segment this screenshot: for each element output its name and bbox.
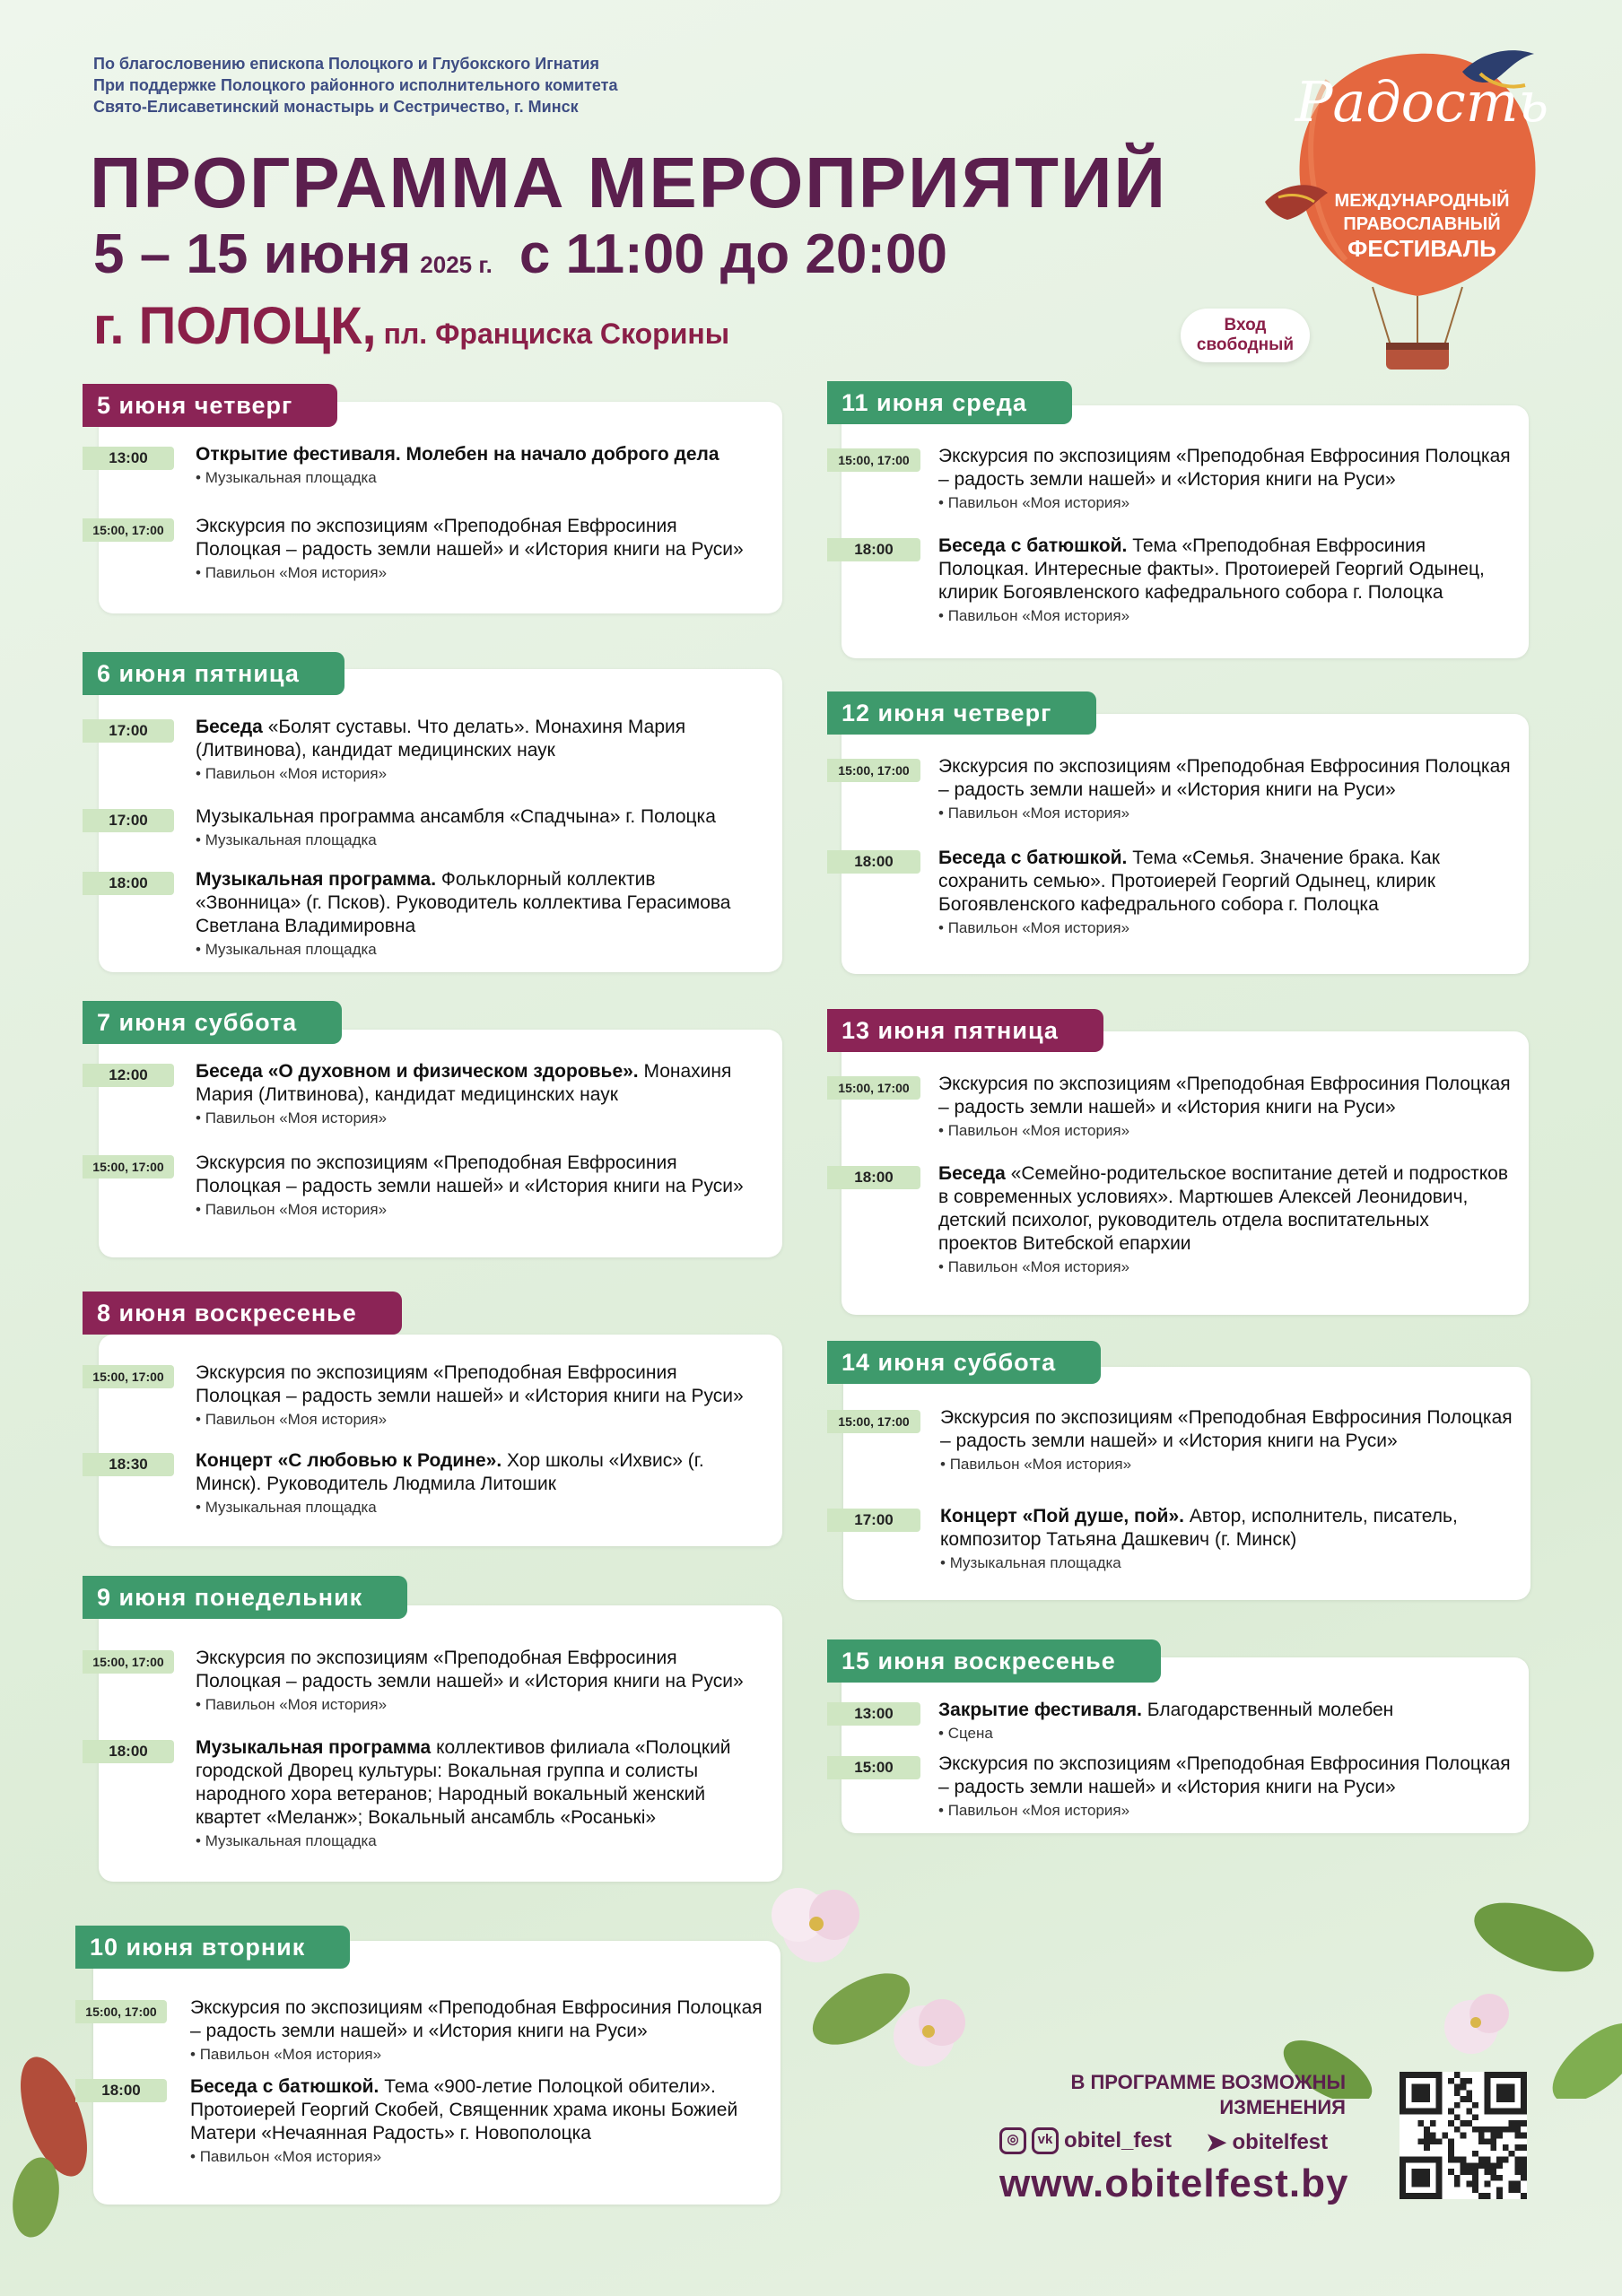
day-header: 15 июня воскресенье	[827, 1639, 1161, 1683]
event-time: 15:00, 17:00	[827, 1410, 920, 1433]
telegram-handle[interactable]: obitelfest	[1232, 2129, 1329, 2154]
event-location: • Павильон «Моя история»	[196, 762, 764, 786]
event-title: Концерт «С любовью к Родине».	[196, 1450, 502, 1471]
blessing-line: По благословению епископа Полоцкого и Глубокского Игнатия	[93, 55, 599, 73]
event-time: 13:00	[827, 1702, 920, 1726]
date-range: 5 – 15 июня	[93, 223, 412, 285]
free-entry-badge	[1181, 309, 1310, 362]
event-location: • Павильон «Моя история»	[938, 1119, 1511, 1143]
vk-handle[interactable]: obitel_fest	[1064, 2128, 1173, 2152]
day-header: 10 июня вторник	[75, 1926, 350, 1969]
event-time: 17:00	[827, 1509, 920, 1532]
event-time: 18:00	[75, 2079, 167, 2102]
event-text: Музыкальная программа ансамбля «Спадчына» г. Полоцка	[196, 806, 716, 827]
social-links	[999, 2127, 1172, 2154]
event-title: Беседа с батюшкой.	[190, 2076, 379, 2097]
event-title: Беседа	[196, 717, 263, 737]
event-text: Экскурсия по экспозициям «Преподобная Евфросиния Полоцкая – радость земли нашей» и «История книги на Руси»	[196, 516, 744, 560]
event-description	[938, 1699, 1511, 1745]
hours: с 11:00 до 20:00	[519, 223, 947, 285]
event-text: Хор школы «Ихвис» (г. Минск). Руководитель Людмила Литошик	[196, 1450, 704, 1494]
event-time: 18:00	[827, 538, 920, 561]
event-location: • Павильон «Моя история»	[190, 2043, 763, 2066]
event-time: 17:00	[83, 719, 174, 743]
event-description	[196, 1736, 764, 1853]
event-description	[940, 1505, 1513, 1575]
event-title: Концерт «Пой душе, пой».	[940, 1506, 1184, 1526]
day-header: 9 июня понедельник	[83, 1576, 407, 1619]
event-time: 15:00, 17:00	[827, 448, 920, 472]
event-description	[938, 755, 1511, 825]
logo-line1: МЕЖДУНАРОДНЫЙ	[1334, 191, 1510, 211]
event-location: • Павильон «Моя история»	[938, 604, 1511, 628]
instagram-icon[interactable]: ◎	[999, 2127, 1026, 2154]
event-description	[938, 445, 1511, 515]
venue	[93, 296, 729, 356]
event-description	[938, 1073, 1511, 1143]
event-text: Экскурсия по экспозициям «Преподобная Евфросиния Полоцкая – радость земли нашей» и «История книги на Руси»	[196, 1362, 744, 1406]
event-location: • Музыкальная площадка	[196, 1830, 764, 1853]
place: пл. Франциска Скорины	[383, 317, 730, 350]
event-location: • Музыкальная площадка	[196, 466, 764, 490]
event-text: Экскурсия по экспозициям «Преподобная Евфросиния Полоцкая – радость земли нашей» и «История книги на Руси»	[938, 756, 1511, 800]
event-location: • Павильон «Моя история»	[940, 1453, 1513, 1476]
event-time: 15:00, 17:00	[75, 2000, 167, 2023]
event-description	[940, 1406, 1513, 1476]
event-description	[938, 1162, 1511, 1279]
event-description	[196, 868, 764, 961]
day-header: 14 июня суббота	[827, 1341, 1101, 1384]
event-text: Экскурсия по экспозициям «Преподобная Евфросиния Полоцкая – радость земли нашей» и «История книги на Руси»	[190, 1997, 763, 2041]
event-text: коллективов филиала «Полоцкий городской Дворец культуры: Вокальная группа и солисты народного хора ветеранов; Народный вокальный женский квартет «Меланж»; Вокальный ансамбль «Росанькi»	[196, 1737, 731, 1828]
year: 2025 г.	[420, 251, 493, 278]
event-description	[190, 2075, 763, 2169]
event-description	[196, 716, 764, 786]
festival-dates	[93, 222, 947, 286]
event-title: Беседа «О духовном и физическом здоровье».	[196, 1061, 639, 1082]
event-text: Фольклорный коллектив «Звонница» (г. Псков). Руководитель коллектива Герасимова Светлана Владимировна	[196, 869, 731, 936]
leaf-decoration	[0, 2045, 108, 2242]
event-time: 18:00	[83, 1740, 174, 1763]
event-time: 15:00, 17:00	[827, 1076, 920, 1100]
event-text: Автор, исполнитель, писатель, композитор Татьяна Дашкевич (г. Минск)	[940, 1506, 1458, 1550]
event-description	[196, 1647, 764, 1717]
day-header: 13 июня пятница	[827, 1009, 1103, 1052]
event-location: • Павильон «Моя история»	[938, 802, 1511, 825]
event-location: • Павильон «Моя история»	[190, 2145, 763, 2169]
event-time: 15:00, 17:00	[83, 518, 174, 542]
support-line: При поддержке Полоцкого районного исполнительного комитета	[93, 76, 618, 94]
day-header: 11 июня среда	[827, 381, 1072, 424]
logo-line2: ПРАВОСЛАВНЫЙ	[1343, 214, 1501, 234]
event-location: • Сцена	[938, 1722, 1511, 1745]
event-text: «Семейно-родительское воспитание детей и подростков в современных условиях». Мартюшев Алексей Леонидович, детский психолог, руководитель отдела воспитательных проектов Витебской епархии	[938, 1163, 1509, 1254]
vk-icon[interactable]: vk	[1032, 2127, 1059, 2154]
event-text: Тема «Семья. Значение брака. Как сохранить семью». Протоиерей Георгий Одынец, клирик Богоявленского кафедрального собора г. Полоцка	[938, 848, 1440, 915]
event-text: Экскурсия по экспозициям «Преподобная Евфросиния Полоцкая – радость земли нашей» и «История книги на Руси»	[938, 1753, 1511, 1797]
event-time: 15:00, 17:00	[83, 1650, 174, 1674]
event-description	[196, 1449, 764, 1519]
event-time: 18:30	[83, 1453, 174, 1476]
event-text: Благодарственный молебен	[1141, 1700, 1394, 1720]
event-time: 13:00	[83, 447, 174, 470]
page-title: ПРОГРАММА МЕРОПРИЯТИЙ	[90, 143, 1168, 222]
event-time: 12:00	[83, 1064, 174, 1087]
event-title: Беседа с батюшкой.	[938, 535, 1128, 556]
event-title: Беседа с батюшкой.	[938, 848, 1128, 868]
event-location: • Павильон «Моя история»	[196, 1107, 764, 1130]
event-description	[196, 443, 764, 490]
event-time: 15:00, 17:00	[83, 1365, 174, 1388]
event-text: Экскурсия по экспозициям «Преподобная Евфросиния Полоцкая – радость земли нашей» и «История книги на Руси»	[940, 1407, 1513, 1451]
event-location: • Музыкальная площадка	[196, 1496, 764, 1519]
event-title: Музыкальная программа.	[196, 869, 437, 890]
event-text: «Болят суставы. Что делать». Монахиня Мария (Литвинова), кандидат медицинских наук	[196, 717, 686, 761]
entry-line2: свободный	[1196, 335, 1295, 354]
event-text: Тема «Преподобная Евфросиния Полоцкая. Интересные факты». Протоиерей Георгий Одынец, клирик Богоявленского кафедрального собора г. Полоцка	[938, 535, 1485, 603]
event-title: Беседа	[938, 1163, 1006, 1184]
telegram-icon[interactable]: ➤	[1206, 2128, 1227, 2156]
event-text: Монахиня Мария (Литвинова), кандидат медицинских наук	[196, 1061, 732, 1105]
event-location: • Павильон «Моя история»	[938, 1799, 1511, 1822]
event-location: • Павильон «Моя история»	[196, 1693, 764, 1717]
changes-note-line2: ИЗМЕНЕНИЯ	[1219, 2096, 1346, 2118]
event-text: Экскурсия по экспозициям «Преподобная Евфросиния Полоцкая – радость земли нашей» и «История книги на Руси»	[196, 1152, 744, 1196]
event-time: 15:00, 17:00	[827, 759, 920, 782]
website-link[interactable]: www.obitelfest.by	[999, 2161, 1349, 2205]
event-time: 17:00	[83, 809, 174, 832]
event-location: • Павильон «Моя история»	[938, 1256, 1511, 1279]
day-header: 5 июня четверг	[83, 384, 337, 427]
day-header: 6 июня пятница	[83, 652, 344, 695]
event-time: 18:00	[827, 1166, 920, 1189]
event-description	[196, 1060, 764, 1130]
event-time: 18:00	[827, 850, 920, 874]
logo-name: Радость	[1295, 69, 1549, 135]
event-description	[938, 847, 1511, 940]
blossom-decoration	[700, 1830, 1622, 2099]
event-location: • Музыкальная площадка	[196, 938, 764, 961]
event-location: • Павильон «Моя история»	[196, 1198, 764, 1222]
event-time: 15:00	[827, 1756, 920, 1779]
event-time: 18:00	[83, 872, 174, 895]
event-description	[938, 535, 1511, 628]
event-text: Экскурсия по экспозициям «Преподобная Евфросиния Полоцкая – радость земли нашей» и «История книги на Руси»	[196, 1648, 744, 1692]
event-location: • Павильон «Моя история»	[938, 917, 1511, 940]
logo-line3: ФЕСТИВАЛЬ	[1347, 235, 1496, 262]
event-location: • Павильон «Моя история»	[938, 491, 1511, 515]
event-location: • Павильон «Моя история»	[196, 1408, 764, 1431]
event-text: Экскурсия по экспозициям «Преподобная Евфросиния Полоцкая – радость земли нашей» и «История книги на Руси»	[938, 446, 1511, 490]
event-location: • Музыкальная площадка	[196, 829, 764, 852]
event-location: • Музыкальная площадка	[940, 1552, 1513, 1575]
event-location: • Павильон «Моя история»	[196, 561, 764, 585]
event-title: Музыкальная программа	[196, 1737, 432, 1758]
event-description	[196, 515, 764, 585]
event-description	[196, 1152, 764, 1222]
day-header: 8 июня воскресенье	[83, 1292, 402, 1335]
event-description	[196, 805, 764, 852]
entry-line1: Вход	[1224, 316, 1267, 335]
event-text: Экскурсия по экспозициям «Преподобная Евфросиния Полоцкая – радость земли нашей» и «История книги на Руси»	[938, 1074, 1511, 1118]
event-text: Тема «900-летие Полоцкой обители». Протоиерей Георгий Скобей, Священник храма иконы Божией Матери «Нечаянная Радость» г. Новополоцка	[190, 2076, 738, 2144]
day-header: 7 июня суббота	[83, 1001, 342, 1044]
changes-note	[987, 2070, 1346, 2120]
qr-code[interactable]	[1400, 2072, 1527, 2199]
event-time: 15:00, 17:00	[83, 1155, 174, 1178]
event-description	[190, 1996, 763, 2066]
event-title: Закрытие фестиваля.	[938, 1700, 1142, 1720]
day-header: 12 июня четверг	[827, 691, 1096, 735]
telegram-link	[1206, 2127, 1328, 2157]
event-description	[196, 1361, 764, 1431]
event-title: Открытие фестиваля. Молебен на начало доброго дела	[196, 444, 719, 465]
event-description	[938, 1752, 1511, 1822]
city: г. ПОЛОЦК,	[93, 297, 377, 355]
organizer-line: Свято-Елисаветинский монастырь и Сестричество, г. Минск	[93, 98, 579, 116]
changes-note-line1: В ПРОГРАММЕ ВОЗМОЖНЫ	[1070, 2071, 1346, 2093]
